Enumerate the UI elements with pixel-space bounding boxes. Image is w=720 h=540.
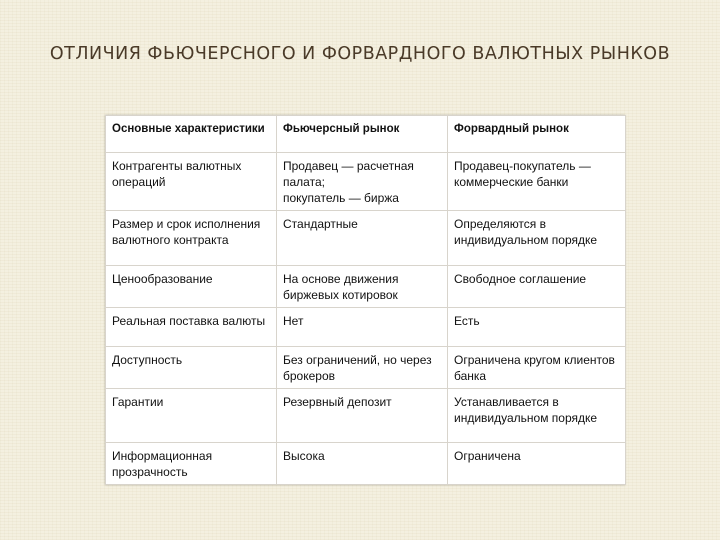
- table-cell: Ограничена: [448, 443, 626, 485]
- table-row: [106, 389, 626, 443]
- table-cell: Доступность: [106, 347, 277, 389]
- table-cell: Продавец-покупатель — коммерческие банки: [448, 153, 626, 211]
- table-cell: Контрагенты валютных операций: [106, 153, 277, 211]
- table-cell: Продавец — расчетная палата; покупатель — биржа: [277, 153, 448, 211]
- table-cell: Резервный депозит: [277, 389, 448, 443]
- table-cell: Ценообразование: [106, 266, 277, 308]
- table-row: [106, 308, 626, 347]
- table-row: [106, 153, 626, 211]
- header-characteristics: Основные характеристики: [106, 116, 277, 153]
- table-cell: Устанавливается в индивидуальном порядке: [448, 389, 626, 443]
- table-cell: Определяются в индивидуальном порядке: [448, 211, 626, 266]
- table-cell: Нет: [277, 308, 448, 347]
- table-row: [106, 347, 626, 389]
- table-cell: Размер и срок исполнения валютного контракта: [106, 211, 277, 266]
- table-cell: Свободное соглашение: [448, 266, 626, 308]
- table-cell: Гарантии: [106, 389, 277, 443]
- slide-title: ОТЛИЧИЯ ФЬЮЧЕРСНОГО И ФОРВАРДНОГО ВАЛЮТНЫХ РЫНКОВ: [49, 44, 671, 64]
- table-row: [106, 211, 626, 266]
- table-row: [106, 443, 626, 485]
- table-cell: Есть: [448, 308, 626, 347]
- table-cell: Реальная поставка валюты: [106, 308, 277, 347]
- table-cell: На основе движения биржевых котировок: [277, 266, 448, 308]
- table-cell: Стандартные: [277, 211, 448, 266]
- table-cell: Без ограничений, но через брокеров: [277, 347, 448, 389]
- table-row: [106, 266, 626, 308]
- table-cell: Информационная прозрачность: [106, 443, 277, 485]
- table-header-row: [106, 116, 626, 153]
- table-cell: Высока: [277, 443, 448, 485]
- comparison-table: [105, 115, 625, 485]
- table-cell: Ограничена кругом клиентов банка: [448, 347, 626, 389]
- header-forward-market: Форвардный рынок: [448, 116, 626, 153]
- header-futures-market: Фьючерсный рынок: [277, 116, 448, 153]
